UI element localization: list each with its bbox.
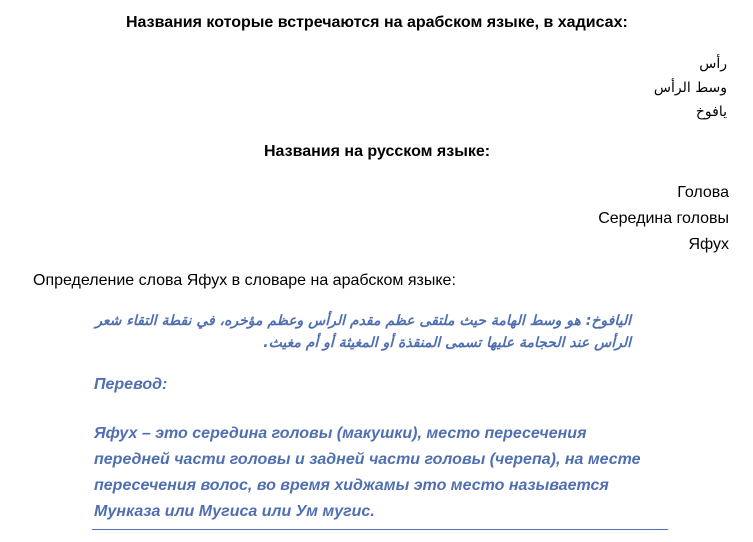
arabic-names-list xyxy=(654,52,727,124)
arabic-name-item: وسط الرأس xyxy=(653,80,727,96)
russian-name-item: Середина головы xyxy=(598,210,729,227)
definition-label: Определение слова Яфух в словаре на арабском языке: xyxy=(33,272,456,289)
russian-name-item: Яфух xyxy=(688,236,729,253)
arabic-definition-quote: اليافوخ: هو وسط الهامة حيث ملتقى عظم مقدم الرأس وعظم مؤخره، في نقطة التقاء شعر الرأس عند الحجامة عليها تسمى المنقذة أو المغيثة أو أم مغيث. xyxy=(95,313,631,351)
divider-line xyxy=(92,529,668,530)
heading-arabic-names: Названия которые встречаются на арабском языке, в хадисах: xyxy=(126,14,628,31)
heading-russian-names: Названия на русском языке: xyxy=(264,143,491,160)
russian-names-list xyxy=(598,180,729,258)
translation-label: Перевод: xyxy=(94,376,168,393)
arabic-name-item: يافوخ xyxy=(695,104,727,120)
translation-text: Яфух – это середина головы (макушки), место пересечения передней части головы и задней части головы (черепа), на месте пересечения волос, во время хиджамы это место называется Мунказа или Мугиса или Ум мугис. xyxy=(94,425,641,520)
arabic-name-item: رأس xyxy=(699,56,727,72)
russian-name-item: Голова xyxy=(677,184,729,201)
